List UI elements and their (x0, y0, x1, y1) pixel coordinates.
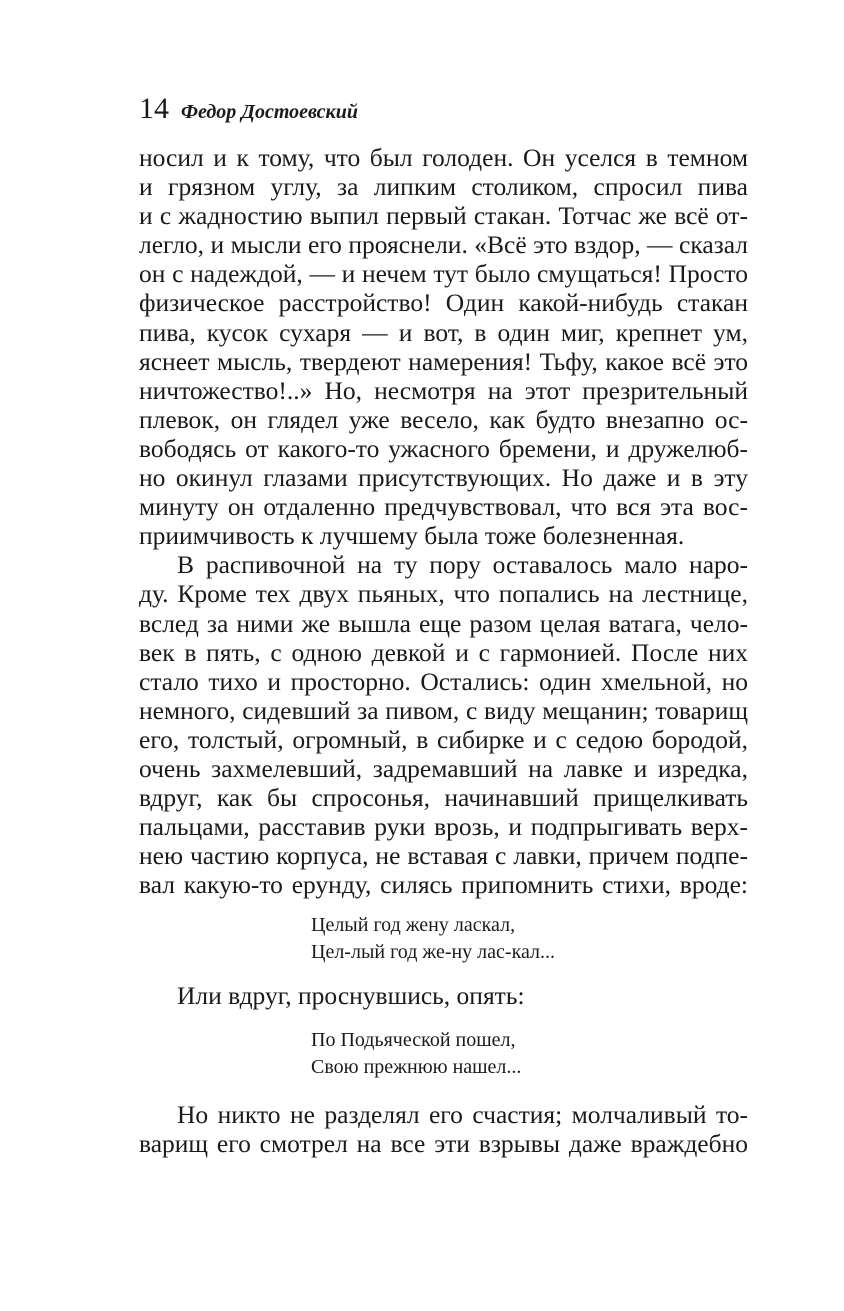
text-line: минуту он отдаленно предчувствовал, что вся эта вос- (139, 492, 748, 522)
text-line: яснеет мысль, твердеют намерения! Тьфу, какое всё это (139, 346, 748, 376)
verse-2 (311, 1027, 748, 1081)
text-line: пива, кусок сухаря — и вот, в один миг, крепнет ум, (139, 317, 748, 347)
running-title: Федор Достоевский (181, 101, 358, 123)
page-header (139, 92, 358, 126)
text-line: но окинул глазами присутствующих. Но даже и в эту (139, 463, 748, 493)
page-body (139, 143, 748, 1158)
verse-line: По Подьяческой пошел, (311, 1028, 516, 1051)
text-line: ничтожество!..» Но, несмотря на этот презрительный (139, 375, 748, 405)
text-line: немного, сидевший за пивом, с виду мещанин; товарищ (139, 695, 748, 725)
text-line: Или вдруг, проснувшись, опять: (177, 981, 525, 1011)
text-line: его, толстый, огромный, в сибирке и с седою бородой, (139, 724, 748, 754)
paragraph-1 (139, 143, 748, 550)
text-line: вободясь от какого-то ужасного бремени, и дружелюб- (139, 433, 748, 463)
text-line: и грязном углу, за липким столиком, спросил пива (139, 172, 748, 202)
verse-line: Цел-лый год же-ну лас-кал... (311, 941, 556, 964)
text-line: варищ его смотрел на все эти взрывы даже враждебно (139, 1128, 748, 1158)
text-line: вал какую-то ерунду, силясь припомнить стихи, вроде: (139, 870, 748, 900)
text-line: приимчивость к лучшему была тоже болезненная. (139, 521, 685, 551)
verse-line: Свою прежнюю нашел... (311, 1055, 522, 1078)
text-line: пальцами, расставив руки врозь, и подпрыгивать верх- (139, 812, 748, 842)
text-line: и с жадностию выпил первый стакан. Тотчас же всё от- (139, 201, 748, 231)
verse-1 (311, 912, 748, 966)
text-line: Но никто не разделял его счастия; молчаливый то- (177, 1099, 748, 1129)
text-line: вслед за ними же вышла еще разом целая ватага, чело- (139, 608, 748, 638)
text-line: ду. Кроме тех двух пьяных, что попались на лестнице, (139, 579, 748, 609)
text-line: носил и к тому, что был голоден. Он уселся в темном (139, 143, 748, 172)
text-line: физическое расстройство! Один какой-нибудь стакан (139, 288, 748, 318)
text-line: стало тихо и просторно. Остались: один хмельной, но (139, 666, 748, 696)
verse-line: Целый год жену ласкал, (311, 914, 516, 937)
paragraph-3 (139, 1100, 748, 1158)
text-line: плевок, он глядел уже весело, как будто внезапно ос- (139, 404, 748, 434)
text-line: легло, и мысли его прояснели. «Всё это вздор, — сказал (139, 230, 748, 260)
paragraph-2 (139, 550, 748, 899)
text-line: век в пять, с одною девкой и с гармонией. После них (139, 637, 748, 667)
text-line: нею частию корпуса, не вставая с лавки, причем подпе- (139, 841, 748, 871)
text-line: очень захмелевший, задремавший на лавке и изредка, (139, 753, 748, 783)
text-line: вдруг, как бы спросонья, начинавший прищелкивать (139, 783, 748, 813)
page-number: 14 (139, 92, 169, 125)
text-line: В распивочной на ту пору оставалось мало наро- (177, 550, 748, 580)
text-line: он с надеждой, — и нечем тут было смущаться! Просто (139, 259, 748, 289)
